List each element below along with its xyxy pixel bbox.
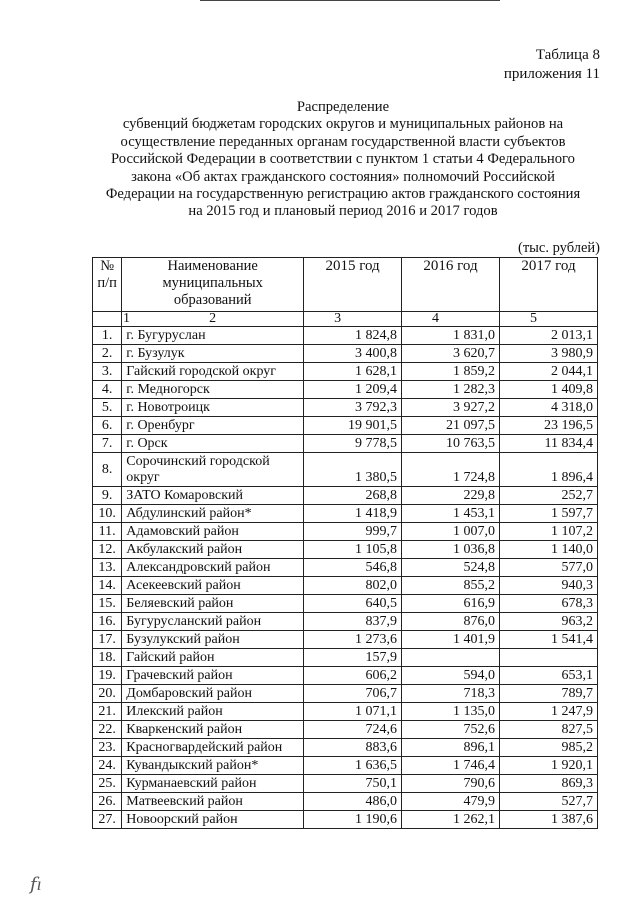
value-2015: 268,8	[304, 487, 402, 505]
column-number: 4	[402, 312, 500, 327]
value-2017: 1 409,8	[500, 381, 598, 399]
value-2015: 157,9	[304, 649, 402, 667]
table-row	[93, 613, 598, 631]
value-2017: 1 920,1	[500, 757, 598, 775]
column-number: 2	[122, 312, 304, 327]
table-row	[93, 685, 598, 703]
row-number: 20.	[93, 685, 122, 703]
value-2017: 252,7	[500, 487, 598, 505]
row-number: 3.	[93, 363, 122, 381]
row-number: 2.	[93, 345, 122, 363]
municipality-name: г. Бузулук	[122, 345, 304, 363]
municipality-name: г. Новотроицк	[122, 399, 304, 417]
value-2016: 3 620,7	[402, 345, 500, 363]
top-edge-line	[200, 0, 500, 1]
value-2015: 1 824,8	[304, 327, 402, 345]
table-row	[93, 559, 598, 577]
table-row	[93, 703, 598, 721]
value-2015: 837,9	[304, 613, 402, 631]
header-2017: 2017 год	[500, 258, 598, 312]
value-2016: 855,2	[402, 577, 500, 595]
value-2016	[402, 649, 500, 667]
title-line: субвенций бюджетам городских округов и муниципальных районов на	[122, 116, 564, 133]
value-2015: 3 792,3	[304, 399, 402, 417]
table-row	[93, 399, 598, 417]
value-2017: 1 140,0	[500, 541, 598, 559]
value-2017: 4 318,0	[500, 399, 598, 417]
municipality-name: г. Медногорск	[122, 381, 304, 399]
value-2016: 479,9	[402, 793, 500, 811]
units-label: (тыс. рублей)	[518, 240, 600, 256]
row-number: 19.	[93, 667, 122, 685]
table-row	[93, 775, 598, 793]
row-number: 22.	[93, 721, 122, 739]
municipality-name: Кваркенский район	[122, 721, 304, 739]
table-reference	[504, 46, 600, 84]
header-name-line: Наименование	[167, 258, 258, 274]
table-row	[93, 577, 598, 595]
value-2016: 1 453,1	[402, 505, 500, 523]
document-title	[96, 99, 590, 221]
value-2017: 577,0	[500, 559, 598, 577]
value-2017: 1 247,9	[500, 703, 598, 721]
row-number: 11.	[93, 523, 122, 541]
value-2017: 1 541,4	[500, 631, 598, 649]
header-name-line: образований	[173, 292, 252, 308]
table-row	[93, 667, 598, 685]
municipality-name: г. Орск	[122, 435, 304, 453]
value-2016: 1 724,8	[402, 453, 500, 487]
table-row	[93, 327, 598, 345]
distribution-table	[92, 257, 598, 829]
municipality-name: Бузулукский район	[122, 631, 304, 649]
value-2016: 1 401,9	[402, 631, 500, 649]
table-row	[93, 721, 598, 739]
row-number: 1.	[93, 327, 122, 345]
row-number: 25.	[93, 775, 122, 793]
value-2015: 883,6	[304, 739, 402, 757]
row-number: 26.	[93, 793, 122, 811]
value-2015: 1 071,1	[304, 703, 402, 721]
municipality-name: Красногвардейский район	[122, 739, 304, 757]
value-2015: 1 636,5	[304, 757, 402, 775]
municipality-name: Александровский район	[122, 559, 304, 577]
title-line: закона «Об актах гражданского состояния» полномочий Российской	[131, 168, 555, 185]
value-2016: 594,0	[402, 667, 500, 685]
value-2017: 678,3	[500, 595, 598, 613]
municipality-name: Сорочинский городской округ	[122, 453, 304, 487]
value-2017: 963,2	[500, 613, 598, 631]
value-2015: 802,0	[304, 577, 402, 595]
municipality-name: Абдулинский район*	[122, 505, 304, 523]
value-2017: 869,3	[500, 775, 598, 793]
value-2015: 3 400,8	[304, 345, 402, 363]
title-line: Распределение	[296, 99, 390, 115]
table-label: Таблица 8	[535, 47, 600, 63]
row-number: 24.	[93, 757, 122, 775]
row-number: 14.	[93, 577, 122, 595]
table-row	[93, 381, 598, 399]
row-number: 8.	[93, 453, 122, 487]
row-number: 17.	[93, 631, 122, 649]
column-number-row	[93, 312, 598, 327]
value-2017: 11 834,4	[500, 435, 598, 453]
table-row	[93, 453, 598, 487]
value-2016: 229,8	[402, 487, 500, 505]
value-2017: 827,5	[500, 721, 598, 739]
title-line: Федерации на государственную регистрацию актов гражданского состояния	[105, 186, 581, 203]
table-row	[93, 487, 598, 505]
value-2017: 1 387,6	[500, 811, 598, 829]
value-2016: 10 763,5	[402, 435, 500, 453]
table-row	[93, 523, 598, 541]
municipality-name: Адамовский район	[122, 523, 304, 541]
table-row	[93, 757, 598, 775]
row-number: 13.	[93, 559, 122, 577]
value-2015: 1 105,8	[304, 541, 402, 559]
table-row	[93, 739, 598, 757]
row-number: 27.	[93, 811, 122, 829]
municipality-name: Гайский район	[122, 649, 304, 667]
header-number-symbol: №	[100, 258, 115, 274]
municipality-name: Гайский городской округ	[122, 363, 304, 381]
value-2017: 3 980,9	[500, 345, 598, 363]
municipality-name: Акбулакский район	[122, 541, 304, 559]
municipality-name: Илекский район	[122, 703, 304, 721]
header-2015: 2015 год	[304, 258, 402, 312]
municipality-name: Новоорский район	[122, 811, 304, 829]
table-row	[93, 435, 598, 453]
value-2015: 19 901,5	[304, 417, 402, 435]
table-row	[93, 811, 598, 829]
value-2015: 1 273,6	[304, 631, 402, 649]
title-line: осуществление переданных органам государственной власти субъектов	[120, 133, 566, 150]
municipality-name: г. Оренбург	[122, 417, 304, 435]
value-2015: 640,5	[304, 595, 402, 613]
table-row	[93, 345, 598, 363]
value-2016: 21 097,5	[402, 417, 500, 435]
table-row	[93, 595, 598, 613]
value-2015: 999,7	[304, 523, 402, 541]
municipality-name: Кувандыкский район*	[122, 757, 304, 775]
row-number: 9.	[93, 487, 122, 505]
municipality-name: Асекеевский район	[122, 577, 304, 595]
value-2016: 3 927,2	[402, 399, 500, 417]
header-name-line: муниципальных	[162, 275, 263, 291]
municipality-name: Матвеевский район	[122, 793, 304, 811]
value-2015: 546,8	[304, 559, 402, 577]
table-row	[93, 631, 598, 649]
value-2017: 1 107,2	[500, 523, 598, 541]
value-2016: 616,9	[402, 595, 500, 613]
row-number: 7.	[93, 435, 122, 453]
row-number: 21.	[93, 703, 122, 721]
table-row	[93, 505, 598, 523]
value-2015: 1 209,4	[304, 381, 402, 399]
municipality-name: Беляевский район	[122, 595, 304, 613]
appendix-label: приложения 11	[503, 66, 600, 82]
value-2015: 724,6	[304, 721, 402, 739]
value-2016: 1 135,0	[402, 703, 500, 721]
value-2017: 653,1	[500, 667, 598, 685]
title-line: на 2015 год и плановый период 2016 и 2017 годов	[188, 203, 498, 220]
municipality-name: ЗАТО Комаровский	[122, 487, 304, 505]
value-2015: 486,0	[304, 793, 402, 811]
value-2017: 2 013,1	[500, 327, 598, 345]
value-2017: 1 597,7	[500, 505, 598, 523]
header-row	[93, 258, 598, 312]
table-row	[93, 649, 598, 667]
value-2016: 1 859,2	[402, 363, 500, 381]
value-2015: 1 628,1	[304, 363, 402, 381]
handwritten-mark: 𝑓ı	[30, 874, 42, 894]
value-2016: 718,3	[402, 685, 500, 703]
value-2016: 1 746,4	[402, 757, 500, 775]
value-2015: 1 418,9	[304, 505, 402, 523]
municipality-name: г. Бугуруслан	[122, 327, 304, 345]
title-line: Российской Федерации в соответствии с пунктом 1 статьи 4 Федерального	[111, 151, 575, 168]
municipality-name: Курманаевский район	[122, 775, 304, 793]
municipality-name: Грачевский район	[122, 667, 304, 685]
value-2017: 789,7	[500, 685, 598, 703]
column-number: 1	[93, 312, 122, 327]
column-number: 3	[304, 312, 402, 327]
value-2015: 1 380,5	[304, 453, 402, 487]
value-2015: 1 190,6	[304, 811, 402, 829]
value-2016: 876,0	[402, 613, 500, 631]
value-2015: 9 778,5	[304, 435, 402, 453]
value-2016: 1 831,0	[402, 327, 500, 345]
row-number: 6.	[93, 417, 122, 435]
row-number: 18.	[93, 649, 122, 667]
row-number: 12.	[93, 541, 122, 559]
row-number: 5.	[93, 399, 122, 417]
municipality-name: Домбаровский район	[122, 685, 304, 703]
header-2016: 2016 год	[402, 258, 500, 312]
value-2017: 527,7	[500, 793, 598, 811]
value-2017	[500, 649, 598, 667]
column-number: 5	[500, 312, 598, 327]
value-2017: 2 044,1	[500, 363, 598, 381]
row-number: 10.	[93, 505, 122, 523]
row-number: 16.	[93, 613, 122, 631]
value-2017: 23 196,5	[500, 417, 598, 435]
value-2016: 1 282,3	[402, 381, 500, 399]
municipality-name: Бугурусланский район	[122, 613, 304, 631]
table-row	[93, 417, 598, 435]
value-2016: 524,8	[402, 559, 500, 577]
value-2015: 750,1	[304, 775, 402, 793]
table-row	[93, 541, 598, 559]
value-2016: 1 007,0	[402, 523, 500, 541]
row-number: 15.	[93, 595, 122, 613]
value-2016: 752,6	[402, 721, 500, 739]
value-2017: 1 896,4	[500, 453, 598, 487]
row-number: 23.	[93, 739, 122, 757]
row-number: 4.	[93, 381, 122, 399]
value-2016: 790,6	[402, 775, 500, 793]
header-name	[122, 258, 304, 312]
table-row	[93, 363, 598, 381]
value-2015: 706,7	[304, 685, 402, 703]
header-number	[93, 258, 122, 312]
value-2016: 1 262,1	[402, 811, 500, 829]
value-2015: 606,2	[304, 667, 402, 685]
value-2017: 940,3	[500, 577, 598, 595]
table-row	[93, 793, 598, 811]
value-2017: 985,2	[500, 739, 598, 757]
header-number-abbr: п/п	[97, 275, 117, 291]
value-2016: 896,1	[402, 739, 500, 757]
value-2016: 1 036,8	[402, 541, 500, 559]
